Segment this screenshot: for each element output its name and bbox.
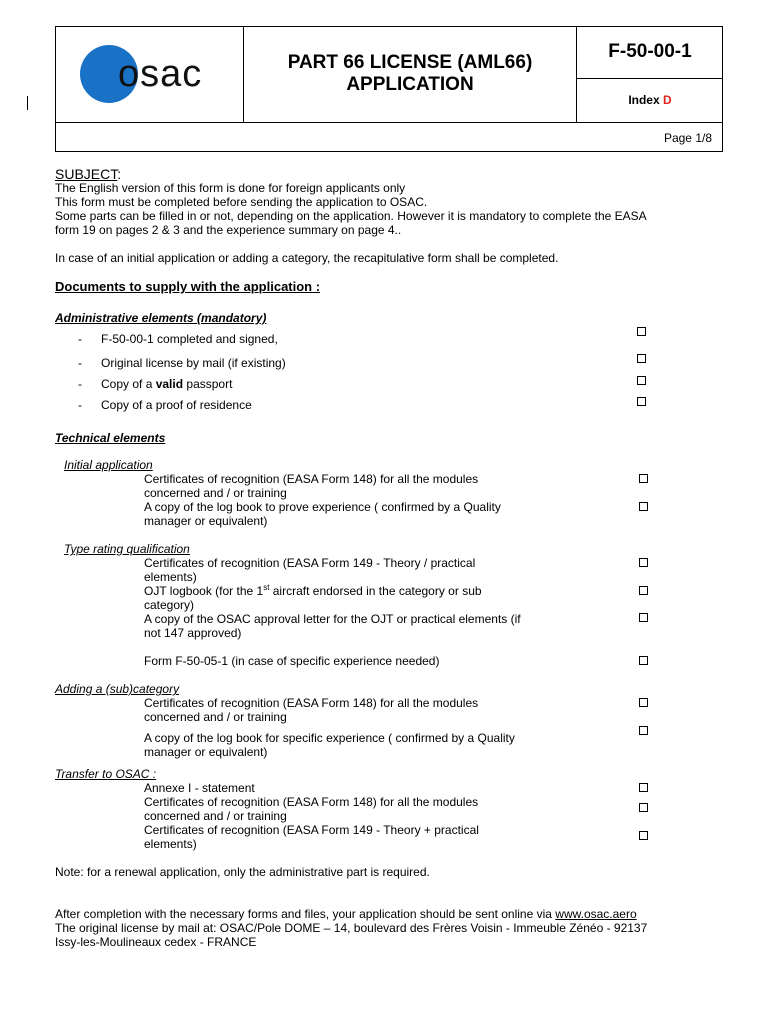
transfer-item-3a: Certificates of recognition (EASA Form 149 - Theory + practical [144,823,479,837]
adding-item-1b: concerned and / or training [144,710,287,724]
admin-checkbox-1[interactable] [637,327,646,336]
transfer-checkbox-1[interactable] [639,783,648,792]
initial-checkbox-1[interactable] [639,474,648,483]
admin-item-2: Original license by mail (if existing) [101,356,286,370]
document-title-line1: PART 66 LICENSE (AML66) [287,52,533,73]
type-rating-checkbox-4[interactable] [639,656,648,665]
osac-logo-text: osac [118,53,203,95]
subject-heading-text: SUBJECT [55,166,118,182]
header-divider-h2 [576,78,723,79]
form-code: F-50-00-1 [608,41,692,62]
tech-heading: Technical elements [55,431,166,445]
type-rating-item-2a [144,584,482,598]
page-number: Page 1/8 [663,131,712,145]
index-label [577,93,723,107]
osac-website-link[interactable]: www.osac.aero [555,907,637,921]
admin-heading: Administrative elements (mandatory) [55,311,267,325]
admin-bullet-4: - [78,398,82,412]
type-rating-checkbox-2[interactable] [639,586,648,595]
document-title [244,52,576,96]
subject-line-5: In case of an initial application or adding a category, the recapitulative form shall be completed. [55,251,559,265]
type-rating-item-1b: elements) [144,570,197,584]
type-rating-item-2a-pre: OJT logbook (for the 1 [144,584,264,598]
mail-address-line-2: Issy-les-Moulineaux cedex - FRANCE [55,935,257,949]
adding-item-2a: A copy of the log book for specific experience ( confirmed by a Quality [144,731,515,745]
subject-heading-colon: : [117,166,122,182]
admin-item-3 [101,377,232,391]
subject-line-4: form 19 on pages 2 & 3 and the experience summary on page 4.. [55,223,402,237]
type-rating-heading: Type rating qualification [64,542,190,556]
osac-logo [80,44,225,104]
admin-item-4: Copy of a proof of residence [101,398,252,412]
send-instructions [55,907,637,921]
subject-line-3: Some parts can be filled in or not, depending on the application. However it is mandatory to complete the EASA [55,209,647,223]
transfer-item-3b: elements) [144,837,197,851]
adding-checkbox-2[interactable] [639,726,648,735]
subject-heading [55,166,121,182]
admin-item-3-bold: valid [155,377,184,391]
documents-heading: Documents to supply with the application : [55,279,321,294]
transfer-item-2b: concerned and / or training [144,809,287,823]
admin-bullet-2: - [78,356,82,370]
admin-item-1: F-50-00-1 completed and signed, [101,332,278,346]
initial-item-1a: Certificates of recognition (EASA Form 148) for all the modules [144,472,479,486]
initial-item-2b: manager or equivalent) [144,514,268,528]
transfer-item-1: Annexe I - statement [144,781,255,795]
initial-item-2a: A copy of the log book to prove experience ( confirmed by a Quality [144,500,501,514]
document-title-line2: APPLICATION [346,74,474,95]
admin-checkbox-2[interactable] [637,354,646,363]
admin-item-3-pre: Copy of a [101,377,156,391]
transfer-heading: Transfer to OSAC : [55,767,157,781]
send-instructions-text: After completion with the necessary forms and files, your application should be sent online via [55,907,556,921]
type-rating-item-3a: A copy of the OSAC approval letter for the OJT or practical elements (if [144,612,521,626]
adding-heading: Adding a (sub)category [55,682,180,696]
renewal-note: Note: for a renewal application, only the administrative part is required. [55,865,430,879]
adding-checkbox-1[interactable] [639,698,648,707]
initial-item-1b: concerned and / or training [144,486,287,500]
adding-item-2b: manager or equivalent) [144,745,268,759]
text-cursor [27,96,28,110]
subject-line-2: This form must be completed before sending the application to OSAC. [55,195,428,209]
index-value: D [663,93,672,107]
type-rating-item-3b: not 147 approved) [144,626,242,640]
type-rating-item-1a: Certificates of recognition (EASA Form 149 - Theory / practical [144,556,476,570]
admin-bullet-1: - [78,332,82,346]
admin-checkbox-3[interactable] [637,376,646,385]
header-divider-h [55,122,723,123]
admin-bullet-3: - [78,377,82,391]
index-text: Index [628,93,660,107]
initial-checkbox-2[interactable] [639,502,648,511]
type-rating-item-2a-sup: st [263,583,270,592]
initial-heading: Initial application [64,458,153,472]
type-rating-item-4: Form F-50-05-1 (in case of specific experience needed) [144,654,440,668]
type-rating-item-2a-post: aircraft endorsed in the category or sub [269,584,482,598]
subject-line-1: The English version of this form is done for foreign applicants only [55,181,406,195]
type-rating-checkbox-1[interactable] [639,558,648,567]
type-rating-item-2b: category) [144,598,195,612]
transfer-item-2a: Certificates of recognition (EASA Form 148) for all the modules [144,795,479,809]
adding-item-1a: Certificates of recognition (EASA Form 148) for all the modules [144,696,479,710]
admin-checkbox-4[interactable] [637,397,646,406]
transfer-checkbox-2[interactable] [639,803,648,812]
type-rating-checkbox-3[interactable] [639,613,648,622]
transfer-checkbox-3[interactable] [639,831,648,840]
admin-item-3-post: passport [183,377,233,391]
mail-address-line-1: The original license by mail at: OSAC/Pole DOME – 14, boulevard des Frères Voisin - Immeuble Zénéo - 92137 [55,921,648,935]
